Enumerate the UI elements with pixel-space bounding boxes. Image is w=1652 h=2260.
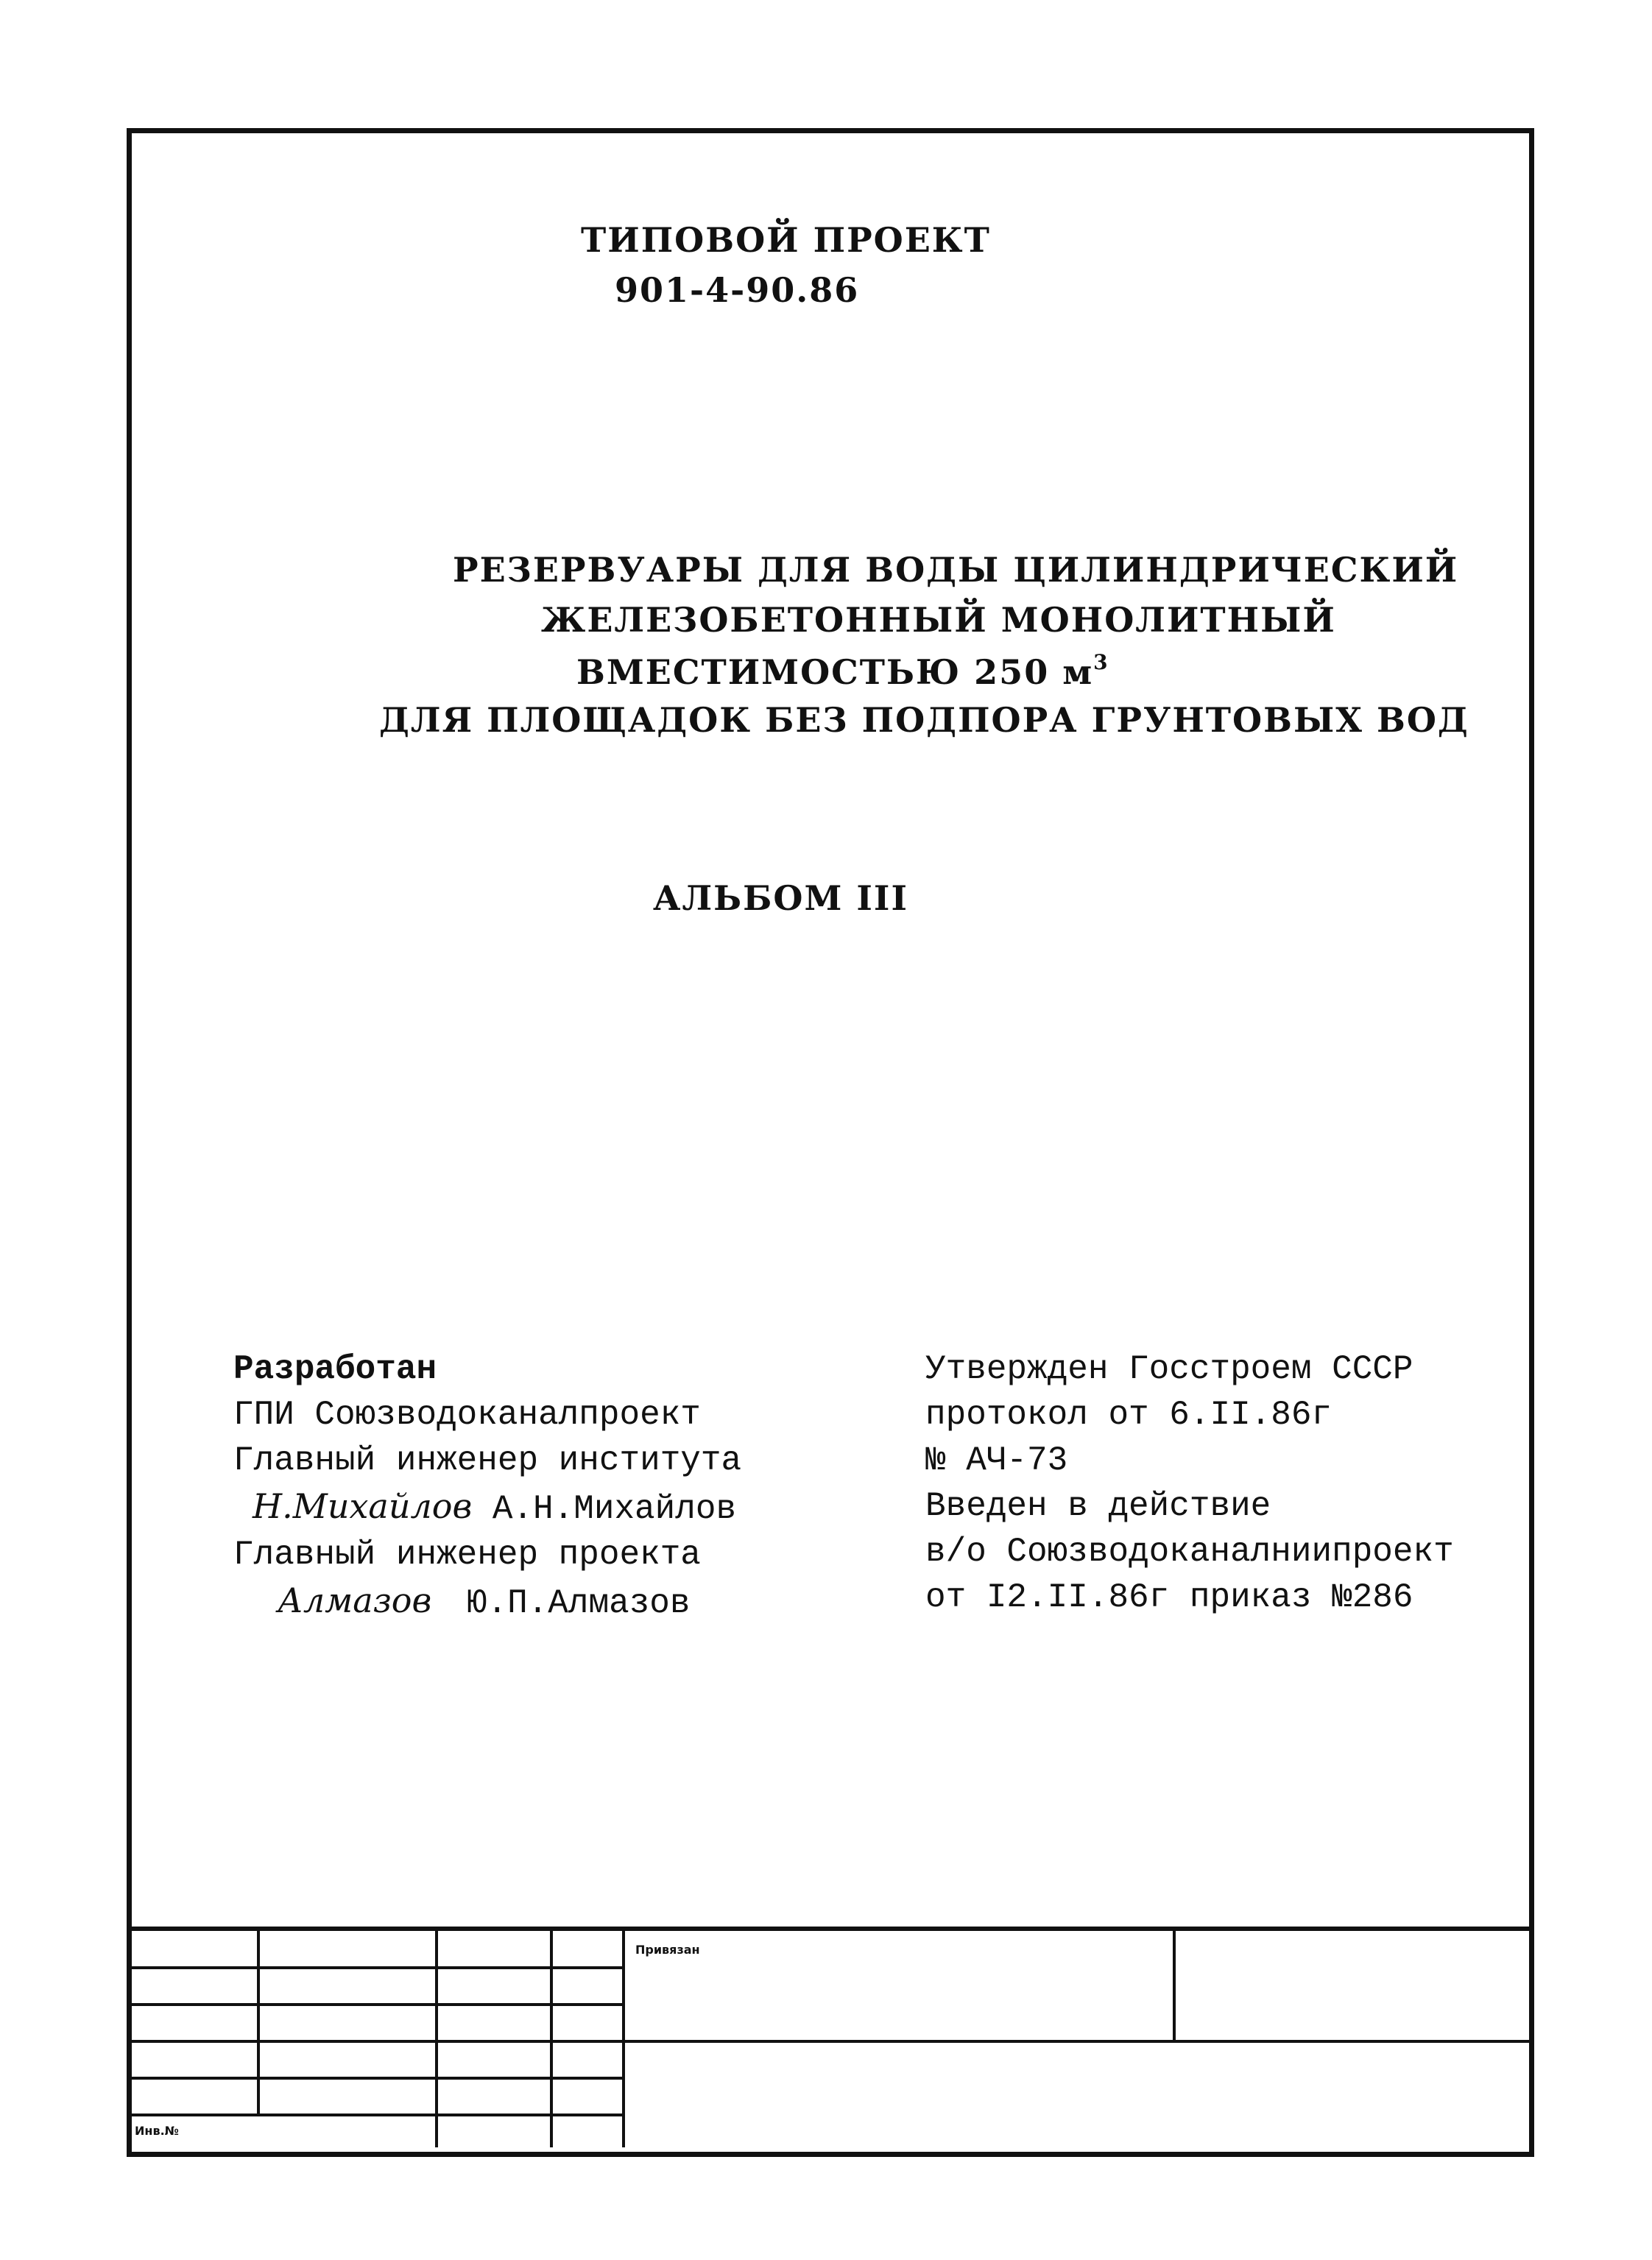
approval-block — [925, 1346, 1454, 1620]
developer-org: ГПИ Союзводоканалпроект — [233, 1396, 701, 1434]
developed-label: Разработан — [233, 1350, 437, 1388]
approval-line-4: Введен в действие — [925, 1487, 1271, 1525]
title-line-3-sup: 3 — [1093, 650, 1109, 674]
stamp-hline — [132, 1966, 622, 1969]
project-engineer-name: Ю.П.Алмазов — [466, 1584, 691, 1622]
approval-line-1: Утвержден Госстроем СССР — [925, 1350, 1413, 1388]
stamp-hline — [622, 2040, 1529, 2043]
album-number: АЛЬБОМ III — [653, 878, 908, 918]
drawing-frame — [127, 128, 1534, 2157]
stamp-vline — [1173, 1931, 1176, 2041]
title-line-1: РЕЗЕРВУАРЫ ДЛЯ ВОДЫ ЦИЛИНДРИЧЕСКИЙ — [453, 550, 1459, 590]
title-line-4: ДЛЯ ПЛОЩАДОК БЕЗ ПОДПОРА ГРУНТОВЫХ ВОД — [379, 700, 1469, 740]
approval-line-2: протокол от 6.II.86г — [925, 1396, 1332, 1434]
project-engineer-title: Главный инженер проекта — [233, 1536, 701, 1574]
project-number: 901-4-90.86 — [615, 270, 860, 310]
applied-label: Привязан — [635, 1943, 700, 1957]
chief-engineer-name: А.Н.Михайлов — [492, 1490, 737, 1528]
chief-engineer-signature: Н.Михайлов — [253, 1486, 473, 1526]
title-line-3 — [576, 650, 1109, 692]
project-engineer-row — [233, 1578, 741, 1626]
chief-engineer-row — [233, 1483, 741, 1532]
approval-line-3: № АЧ-73 — [925, 1441, 1068, 1480]
title-line-2: ЖЕЛЕЗОБЕТОННЫЙ МОНОЛИТНЫЙ — [541, 600, 1336, 640]
stamp-vline — [257, 1931, 260, 2115]
stamp-hline — [132, 2077, 622, 2080]
inventory-number-label: Инв.№ — [135, 2124, 179, 2138]
project-type: ТИПОВОЙ ПРОЕКТ — [581, 220, 991, 260]
stamp-table — [132, 1927, 1529, 2152]
project-engineer-signature: Алмазов — [278, 1581, 432, 1620]
stamp-hline — [132, 2040, 622, 2043]
approval-line-6: от I2.II.86г приказ №286 — [925, 1578, 1413, 1617]
stamp-hline — [132, 2114, 622, 2116]
chief-engineer-title: Главный инженер института — [233, 1441, 742, 1480]
approval-line-5: в/о Союзводоканалниипроект — [925, 1533, 1454, 1571]
title-line-3-text: ВМЕСТИМОСТЬЮ 250 м — [576, 652, 1094, 692]
developed-block — [233, 1346, 741, 1626]
stamp-hline — [132, 2003, 622, 2006]
stamp-vline — [622, 1931, 625, 2147]
